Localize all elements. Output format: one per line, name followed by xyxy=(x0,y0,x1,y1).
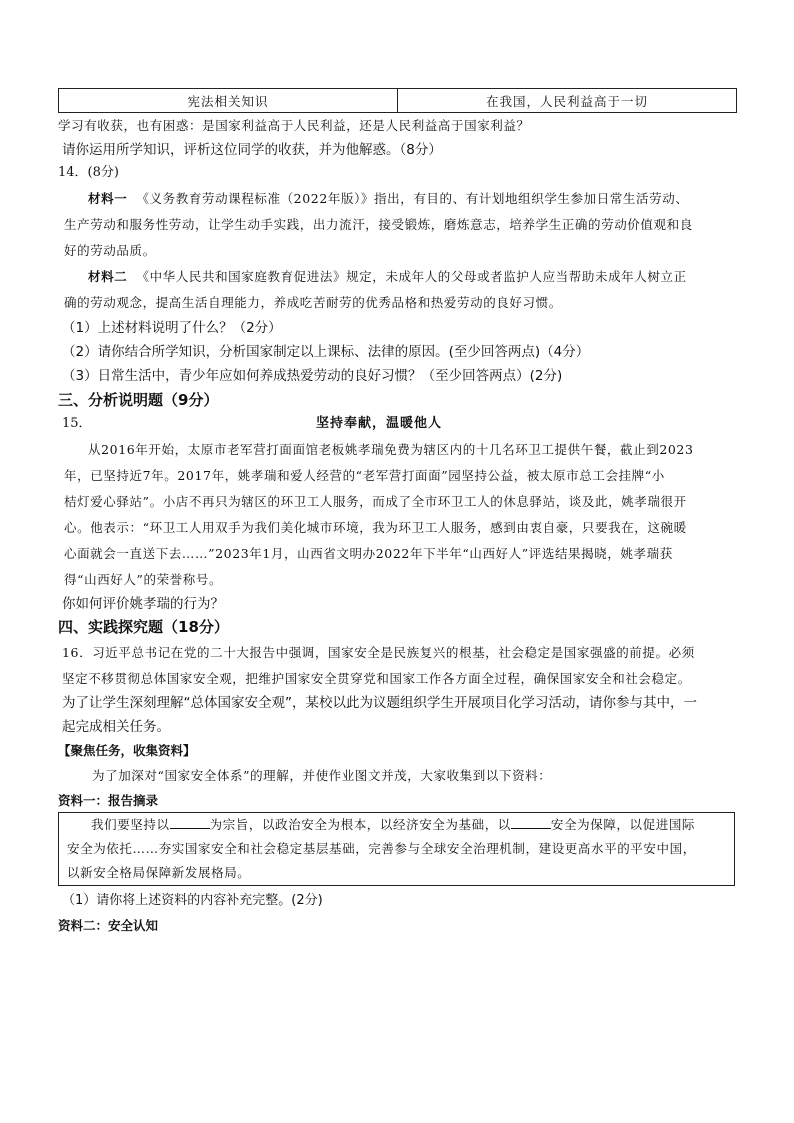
resource2-label: 资料二：安全认知 xyxy=(58,918,159,933)
task-description: 为了加深对“国家安全体系”的理解，并使作业图文并茂，大家收集到以下资料： xyxy=(92,768,552,783)
q15-number: 15． xyxy=(62,416,92,431)
material1-label: 材料一 xyxy=(88,191,128,206)
q14-material1-line1: 材料一 《义务教育劳动课程标准（2022年版）》指出，有目的、有计划地组织学生参加日常生活劳动、 xyxy=(88,191,689,206)
q14-material2-line2: 确的劳动观念，提高生活自理能力，养成吃苦耐劳的优秀品格和热爱劳动的良好习惯。 xyxy=(64,295,562,310)
report-excerpt-line1: 我们要坚持以 为宗旨，以政治安全为根本，以经济安全为基础，以 安全为保障，以促进国际 xyxy=(91,817,696,832)
material2-label: 材料二 xyxy=(88,269,128,284)
q15-para-line2: 年，已坚持近7年。2017年，姚孝瑞和爱人经营的“老军营打面面”园坚持公益，被太原市总工会挂牌“小 xyxy=(64,468,665,483)
q14-material1-line2: 生产劳动和服务性劳动，让学生动手实践，出力流汗，接受锻炼，磨炼意志，培养学生正确的劳动价值观和良 xyxy=(64,217,693,232)
q15-para-line4: 心。他表示：“环卫工人用双手为我们美化城市环境，我为环卫工人服务，感到由衷自豪，只要我在，这碗暖 xyxy=(64,520,687,535)
q15-para-line3: 桔灯爱心驿站”。小店不再只为辖区的环卫工人服务，而成了全市环卫工人的休息驿站，谈及此，姚孝瑞很开 xyxy=(64,494,687,509)
q13-line2: 请你运用所学知识，评析这位同学的收获，并为他解惑。（8分） xyxy=(62,142,442,158)
q15-para-line5: 心面就会一直送下去……”2023年1月，山西省文明办2022年下半年“山西好人”评选结果揭晓，姚孝瑞获 xyxy=(64,546,673,561)
knowledge-table xyxy=(58,88,737,113)
report-excerpt-line3: 以新安全格局保障新发展格局。 xyxy=(67,865,251,880)
q16-intro-line1: 16．习近平总书记在党的二十大报告中强调，国家安全是民族复兴的根基，社会稳定是国家强盛的前提。必须 xyxy=(62,645,695,660)
q14-number: 14．(8分) xyxy=(58,165,119,180)
q16-intro-line2: 坚定不移贯彻总体国家安全观，把维护国家安全贯穿党和国家工作各方面全过程，确保国家安全和社会稳定。 xyxy=(62,671,691,686)
q14-material2-line1: 材料二 《中华人民共和国家庭教育促进法》规定，未成年人的父母或者监护人应当帮助未成年人树立正 xyxy=(88,269,687,284)
table-row xyxy=(59,89,737,113)
resource1-label: 资料一：报告摘录 xyxy=(58,793,159,808)
q16-sub1: （1）请你将上述资料的内容补充完整。(2分) xyxy=(62,893,323,908)
task-heading: 【聚焦任务，收集资料】 xyxy=(58,743,196,758)
report-excerpt-box xyxy=(58,812,735,886)
section4-heading: 四、实践探究题（18分） xyxy=(58,618,229,636)
fill-blank-2[interactable] xyxy=(511,816,551,829)
q16-intro-line4: 起完成相关任务。 xyxy=(62,719,170,735)
q14-sub2: （2）请你结合所学知识，分析国家制定以上课标、法律的原因。(至少回答两点)（4分） xyxy=(62,344,590,360)
q16-intro-line3: 为了让学生深刻理解“总体国家安全观”，某校以此为议题组织学生开展项目化学习活动，请你参与其中，一 xyxy=(62,695,697,711)
q14-sub3: （3）日常生活中，青少年应如何养成热爱劳动的良好习惯？（至少回答两点）(2分) xyxy=(62,368,563,384)
table-cell-right: 在我国，人民利益高于一切 xyxy=(398,89,737,113)
q13-line1: 学习有收获，也有困惑：是国家利益高于人民利益，还是人民利益高于国家利益？ xyxy=(58,118,530,133)
q15-question: 你如何评价姚孝瑞的行为？ xyxy=(62,596,224,612)
fill-blank-1[interactable] xyxy=(170,816,210,829)
q15-para-line1: 从2016年开始，太原市老军营打面面馆老板姚孝瑞免费为辖区内的十几名环卫工提供午餐，截止到2023 xyxy=(88,442,694,457)
section3-heading: 三、分析说明题（9分） xyxy=(58,391,219,409)
report-excerpt-line2: 安全为依托……夯实国家安全和社会稳定基层基础，完善参与全球安全治理机制，建设更高水平的平安中国， xyxy=(67,841,696,856)
q14-sub1: （1）上述材料说明了什么？（2分） xyxy=(62,320,282,336)
q14-material1-line3: 好的劳动品质。 xyxy=(64,243,156,258)
table-cell-left: 宪法相关知识 xyxy=(59,89,398,113)
q15-para-line6: 得“山西好人”的荣誉称号。 xyxy=(64,572,223,587)
q15-title: 坚持奉献，温暖他人 xyxy=(316,416,443,431)
